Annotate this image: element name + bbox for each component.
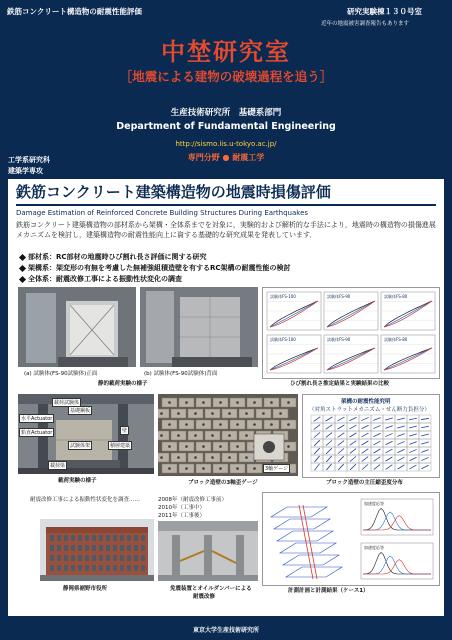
- building-window: [106, 565, 110, 571]
- strain-gauge-dot: [287, 401, 290, 404]
- strain-gauge-dot: [236, 401, 239, 404]
- strain-gauge-dot: [219, 423, 222, 426]
- strain-gauge-dot: [279, 412, 282, 415]
- strain-gauge-dot: [211, 456, 214, 459]
- panel-title-english: Damage Estimation of Reinforced Concrete Building Structures During Earthquakes: [16, 209, 309, 217]
- strain-gauge-dot: [194, 412, 197, 415]
- building-window: [106, 535, 110, 541]
- crack-length-graphs: [262, 287, 440, 379]
- strain-gauge-dot: [270, 423, 273, 426]
- caption-damper-2: 耐震改修: [193, 594, 216, 600]
- building-window: [134, 535, 138, 541]
- building-window: [106, 545, 110, 551]
- building-window: [64, 545, 68, 551]
- building-window: [127, 535, 131, 541]
- spectrum-title: 加速度応答: [364, 545, 384, 550]
- building-window: [141, 565, 145, 571]
- strain-vector: [386, 465, 393, 470]
- building-window: [85, 535, 89, 541]
- caption-crack-compare: ひび割れ長さ推定結果と実験結果の比較: [290, 381, 390, 387]
- building-window: [106, 555, 110, 561]
- seismic-retrofit-note: 耐震改修工事による振動性状変化を調査……: [30, 497, 141, 503]
- strain-gauge-dot: [185, 445, 188, 448]
- specimen-front-illustration: [18, 287, 136, 367]
- crack-graph-title: 試験体FS-80: [384, 337, 408, 342]
- crack-graph-title: 試験体FS-90: [327, 337, 351, 342]
- building-window: [85, 565, 89, 571]
- strain-gauge-dot: [202, 423, 205, 426]
- building-window: [120, 535, 124, 541]
- strain-gauge-dot: [194, 434, 197, 437]
- strain-vector: [362, 449, 369, 454]
- strain-gauge-dot: [168, 445, 171, 448]
- lab-subtitle: ［地震による建物の破壊過程を追う］: [119, 69, 333, 84]
- building-window: [113, 545, 117, 551]
- strain-vector: [373, 425, 380, 428]
- building-window: [92, 545, 96, 551]
- strain-vector: [421, 450, 429, 453]
- strain-vector: [315, 464, 320, 470]
- strain-gauge-dot: [219, 445, 222, 448]
- caption-damper-1: 免震装置とオイルダンパーによる: [170, 586, 252, 592]
- strain-vector: [350, 464, 356, 470]
- building-window: [92, 535, 96, 541]
- strain-gauge-dot: [219, 467, 222, 470]
- building-window: [57, 555, 61, 561]
- strain-vector: [338, 433, 345, 438]
- strain-gauge-dot: [253, 401, 256, 404]
- strain-gauge-dot: [177, 456, 180, 459]
- strain-vector: [314, 425, 320, 430]
- strain-vector: [410, 465, 417, 469]
- affiliation-school: 工学系研究科: [8, 156, 50, 164]
- strain-gauge-dot: [168, 423, 171, 426]
- strain-vector: [362, 433, 369, 437]
- crack-graph-title: 試験体FS-100: [270, 337, 296, 342]
- crack-graphs-svg: [263, 288, 439, 378]
- strain-vector: [397, 426, 405, 428]
- crack-graph-title: 試験体FS-90: [327, 294, 351, 299]
- strain-gauge-dot: [253, 467, 256, 470]
- label-3axis-gauge: 3軸ゲージ: [265, 466, 289, 472]
- building-window: [85, 545, 89, 551]
- diamond-bullet-icon: [19, 253, 26, 260]
- label-loading-beam: 載荷梁: [50, 463, 66, 469]
- strain-vector: [398, 457, 405, 461]
- strain-vector: [361, 417, 368, 420]
- date-after: 2011年（工事後）: [158, 513, 205, 519]
- strain-vector: [409, 418, 417, 420]
- strain-vector: [326, 433, 332, 438]
- strain-gauge-dot: [211, 434, 214, 437]
- strain-gauge-dot: [228, 456, 231, 459]
- building-window: [141, 535, 145, 541]
- date-during: 2010年（工事中）: [158, 505, 205, 511]
- strain-gauge-dot: [270, 401, 273, 404]
- strain-vector: [338, 464, 343, 470]
- footer-org: 東京大学生産技術研究所: [192, 627, 259, 634]
- strain-vector: [362, 464, 368, 469]
- bullet-whole: 全体系：耐震改修工事による振動性状変化の調査: [20, 274, 182, 284]
- strain-gauge-dot: [236, 467, 239, 470]
- strain-vector: [409, 449, 416, 452]
- diamond-bullet-icon: [19, 275, 26, 282]
- room-label: 研究実験棟１３０号室: [347, 7, 422, 16]
- caption-loading-test: 載荷実験の様子: [58, 478, 97, 484]
- field-label: 専門分野 ● 耐震工学: [187, 153, 265, 162]
- strain-vector: [421, 418, 429, 419]
- floor-plan-outline: [271, 507, 327, 517]
- building-window: [57, 535, 61, 541]
- strain-vector: [350, 456, 356, 461]
- strain-vector: [326, 456, 331, 462]
- strain-vector: [338, 441, 344, 446]
- building-window: [127, 565, 131, 571]
- strain-vector: [397, 418, 405, 420]
- block-unit: [158, 453, 169, 462]
- strain-gauge-dot: [245, 412, 248, 415]
- strain-vector: [314, 448, 319, 454]
- photo-isolation-device: [158, 521, 258, 581]
- building-window: [64, 535, 68, 541]
- building-window: [50, 535, 54, 541]
- building-window: [64, 555, 68, 561]
- strain-vector: [350, 449, 356, 454]
- strain-vector: [338, 425, 345, 429]
- photo-city-hall: [40, 519, 154, 581]
- label-horizontal-actuator: 水平Actuator: [21, 416, 53, 422]
- building-window: [134, 545, 138, 551]
- strain-vector: [421, 426, 429, 428]
- building-window: [85, 555, 89, 561]
- label-layer: 積層建築: [110, 443, 131, 449]
- strain-distribution-chart: [302, 394, 440, 478]
- strain-chart-title: 架構の耐震性能究明: [341, 399, 391, 405]
- building-window: [50, 545, 54, 551]
- strain-gauge-dot: [168, 401, 171, 404]
- strain-vector: [349, 417, 356, 421]
- strain-vector: [314, 456, 319, 462]
- strain-vector: [374, 449, 381, 453]
- building-window: [57, 565, 61, 571]
- building-window: [113, 565, 117, 571]
- building-window: [134, 565, 138, 571]
- building-window: [113, 535, 117, 541]
- bullet-member: 部材系：RC部材の地震時ひび割れ長さ評価に関する研究: [20, 252, 207, 262]
- date-before: 2008年（耐震改修工事前）: [158, 497, 227, 503]
- strain-gauge-dot: [202, 401, 205, 404]
- strain-vector: [397, 434, 405, 437]
- caption-block-gauge: ブロック造壁の3軸歪ゲージ: [188, 480, 258, 486]
- building-window: [71, 565, 75, 571]
- building-window: [50, 555, 54, 561]
- label-wall: 壁: [122, 428, 128, 434]
- caption-front: (a) 試験体(FS-90試験体)正面: [24, 371, 98, 377]
- strain-gauge-dot: [236, 445, 239, 448]
- strain-gauge-dot: [177, 434, 180, 437]
- strain-gauge-dot: [287, 445, 290, 448]
- isolation-device-illustration: [158, 521, 258, 581]
- photo-specimen-back: [140, 287, 258, 367]
- building-window: [127, 555, 131, 561]
- building-window: [99, 565, 103, 571]
- building-window: [78, 535, 82, 541]
- caption-static-test: 静的載荷実験の様子: [98, 381, 148, 387]
- strain-vector: [326, 464, 331, 470]
- strain-vector: [374, 465, 380, 470]
- strain-vector: [397, 449, 404, 453]
- strain-vector: [362, 457, 368, 462]
- strain-vector: [374, 457, 381, 462]
- building-window: [99, 535, 103, 541]
- strain-vector: [350, 433, 357, 437]
- measurement-plan: [262, 492, 440, 586]
- panel-title: 鉄筋コンクリート建築構造物の地震時損傷評価: [16, 183, 331, 201]
- strain-vector: [314, 417, 321, 422]
- strain-vector: [326, 440, 332, 445]
- strain-gauge-dot: [287, 423, 290, 426]
- building-window: [127, 545, 131, 551]
- strain-vector: [314, 432, 320, 437]
- caption-strain: ブロック造壁の主圧縮歪度分布: [326, 480, 403, 486]
- strain-vector: [350, 425, 357, 429]
- building-window: [71, 535, 75, 541]
- closeup-gauge: [263, 441, 275, 453]
- report-note: 近年の地震被害調査報告もあります: [321, 21, 410, 27]
- strain-vector: [373, 433, 380, 437]
- label-frame: 試験体架: [70, 443, 91, 449]
- strain-gauge-dot: [236, 423, 239, 426]
- strain-gauge-dot: [185, 401, 188, 404]
- strain-vector: [385, 441, 392, 445]
- strain-vector: [338, 448, 344, 453]
- strain-vector: [409, 442, 417, 445]
- institute-name: 生産技術研究所 基礎系部門: [170, 108, 282, 118]
- building-window: [141, 545, 145, 551]
- strain-grid-svg: [303, 395, 439, 477]
- strain-gauge-dot: [177, 412, 180, 415]
- caption-city-hall: 静岡県裾野市役所: [63, 586, 108, 592]
- building-window: [92, 565, 96, 571]
- lab-title: 中埜研究室: [161, 38, 291, 66]
- lab-url[interactable]: http://sismo.iis.u-tokyo.ac.jp/: [175, 140, 277, 148]
- sensor-line: [303, 505, 317, 579]
- strain-gauge-dot: [253, 423, 256, 426]
- strain-gauge-dot: [228, 412, 231, 415]
- building-window: [120, 555, 124, 561]
- content-panel: [8, 179, 444, 616]
- label-base-plate: 基礎鋼板: [70, 408, 91, 414]
- strain-vector: [386, 449, 393, 453]
- strain-vector: [385, 433, 392, 436]
- strain-gauge-dot: [185, 423, 188, 426]
- strain-vector: [409, 434, 417, 436]
- caption-plan: 計測計画と計測結果（ケース1）: [288, 588, 369, 594]
- bullet-frame: 架構系：架変形の有無を考慮した無補強組積造壁を有するRC架構の耐震性能の検討: [20, 263, 291, 273]
- strain-vector: [326, 425, 333, 430]
- building-window: [78, 565, 82, 571]
- strain-gauge-dot: [160, 456, 163, 459]
- topic-label: 鉄筋コンクリート構造物の耐震性能評価: [7, 7, 142, 16]
- crack-graph-title: 試験体FS-100: [270, 294, 296, 299]
- strain-gauge-dot: [202, 445, 205, 448]
- strain-vector: [397, 441, 404, 444]
- specimen-back-illustration: [140, 287, 258, 367]
- strain-gauge-dot: [185, 467, 188, 470]
- building-window: [99, 555, 103, 561]
- building-window: [141, 555, 145, 561]
- building-window: [78, 545, 82, 551]
- strain-gauge-dot: [168, 467, 171, 470]
- floor-plan-outline: [286, 567, 342, 577]
- strain-vector: [374, 441, 381, 445]
- strain-vector: [362, 441, 369, 445]
- strain-gauge-dot: [245, 456, 248, 459]
- building-window: [71, 555, 75, 561]
- label-vertical-actuator: 鉛直Actuator: [21, 430, 53, 436]
- building-window: [92, 555, 96, 561]
- strain-vector: [326, 417, 333, 421]
- strain-gauge-dot: [219, 401, 222, 404]
- strain-gauge-dot: [211, 412, 214, 415]
- strain-gauge-dot: [245, 434, 248, 437]
- caption-back: (b) 試験体(FS-90試験体)背面: [144, 371, 218, 377]
- building-window: [57, 545, 61, 551]
- crack-graph-title: 試験体FS-80: [384, 294, 408, 299]
- diamond-bullet-icon: [19, 264, 26, 271]
- city-hall-illustration: [40, 519, 154, 581]
- building-window: [120, 565, 124, 571]
- strain-vector: [409, 426, 417, 428]
- building-window: [120, 545, 124, 551]
- building-window: [99, 545, 103, 551]
- label-specimen: 載荷試験体: [54, 400, 80, 406]
- affiliation-major: 建築学専攻: [8, 167, 43, 175]
- building-window: [71, 545, 75, 551]
- strain-gauge-dot: [160, 434, 163, 437]
- strain-vector: [398, 465, 405, 469]
- block-unit: [158, 431, 169, 440]
- building-window: [113, 555, 117, 561]
- strain-gauge-dot: [228, 434, 231, 437]
- strain-gauge-dot: [160, 412, 163, 415]
- strain-vector: [373, 418, 381, 421]
- strain-vector: [409, 457, 416, 461]
- building-window: [64, 565, 68, 571]
- strain-vector: [386, 457, 393, 461]
- strain-vector: [326, 448, 332, 454]
- strain-vector: [338, 417, 345, 421]
- strain-vector: [385, 426, 393, 429]
- strain-vector: [350, 441, 357, 446]
- department-name: Department of Fundamental Engineering: [116, 121, 336, 132]
- block-unit: [158, 409, 169, 418]
- strain-gauge-dot: [262, 412, 265, 415]
- building-window: [50, 565, 54, 571]
- strain-vector: [421, 434, 429, 436]
- strain-vector: [421, 457, 428, 460]
- strain-gauge-dot: [194, 456, 197, 459]
- strain-vector: [314, 440, 320, 446]
- intro-text: 鉄筋コンクリート建築構造物の部材系から架構・全体系までを対象に，実験的および解析的な手法により，地震時の構造物の損傷進展メカニズムを検討し，建築構造物の耐震性能向上に資する基礎的な研究成果を発表しています．: [16, 221, 436, 239]
- strain-vector: [385, 418, 393, 420]
- building-window: [78, 555, 82, 561]
- strain-vector: [361, 425, 368, 429]
- floor-plan-outline: [283, 555, 339, 565]
- strain-vector: [338, 456, 344, 462]
- measurement-plan-svg: [263, 493, 439, 585]
- title-divider: [16, 204, 436, 206]
- building-window: [134, 555, 138, 561]
- photo-specimen-front: [18, 287, 136, 367]
- spectrum-title: 加速度応答: [364, 501, 384, 506]
- strain-gauge-dot: [202, 467, 205, 470]
- strain-chart-subtitle: （対角ストラットメカニズム・せん断力負担分）: [309, 407, 430, 413]
- strain-vector: [421, 465, 428, 469]
- strain-vector: [421, 442, 429, 444]
